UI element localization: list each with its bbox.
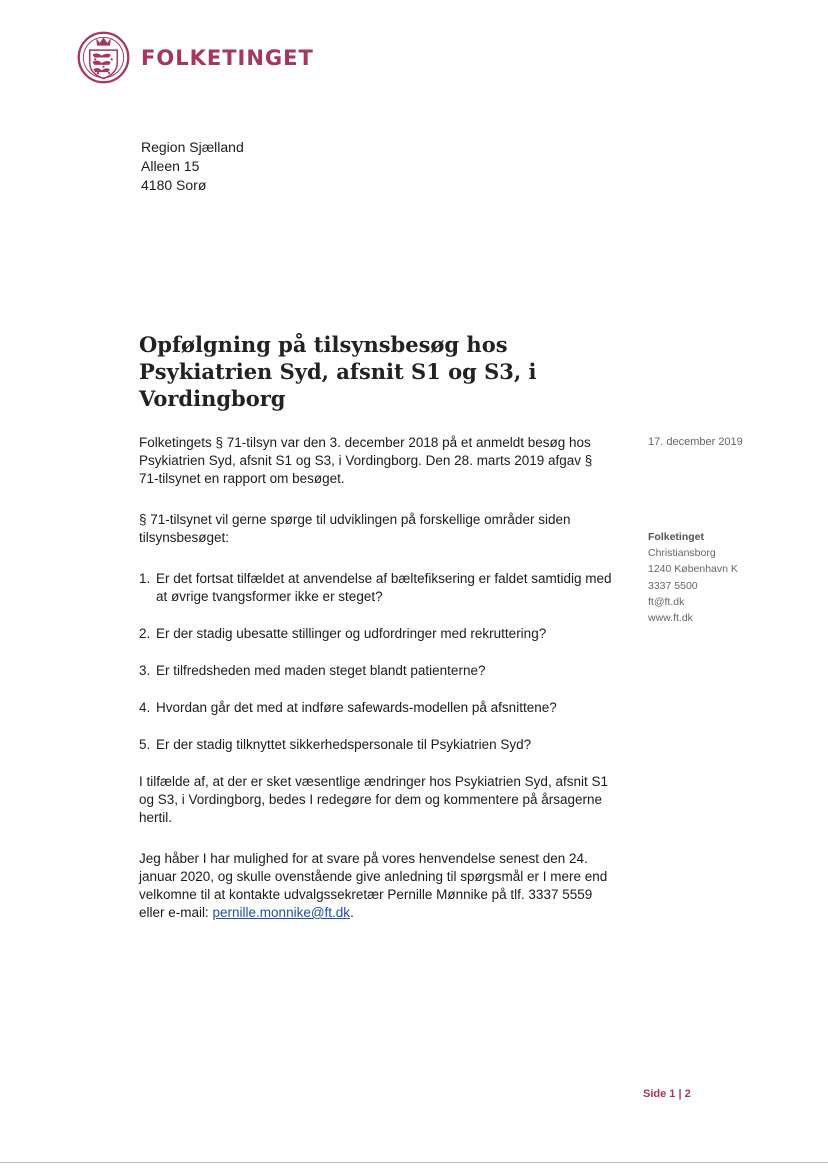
list-item-number: 2. [139,626,151,641]
list-item-text: Er det fortsat tilfældet at anvendelse af bæltefiksering er faldet samtidig med at øvrige tvangsformer ikke er steget? [156,571,612,604]
list-item-text: Er der stadig ubesatte stillinger og udfordringer med rekruttering? [156,626,547,641]
letter-title: Opfølgning på tilsynsbesøg hos Psykiatrien Syd, afsnit S1 og S3, i Vordingborg [139,332,537,411]
question-lead-paragraph: § 71-tilsynet vil gerne spørge til udviklingen på forskellige områder siden tilsynsbesøget: [139,512,571,545]
list-item-text: Er tilfredsheden med maden steget blandt patienterne? [156,663,486,678]
letter-body [139,434,614,922]
sender-info [648,529,738,626]
recipient-name: Region Sjælland [141,139,244,155]
changes-paragraph: I tilfælde af, at der er sket væsentlige ændringer hos Psykiatrien Syd, afsnit S1 og S3, i Vordingborg, bedes I redegøre for dem og kommentere på årsagerne hertil. [139,774,608,825]
danish-coat-of-arms-icon [76,30,131,85]
closing-paragraph [139,850,614,922]
sender-phone: 3337 5500 [648,579,698,592]
list-item-number: 1. [139,571,151,586]
closing-end: . [350,905,354,920]
list-item-number: 4. [139,700,151,715]
list-item-text: Hvordan går det med at indføre safewards-modellen på afsnittene? [156,700,557,715]
folketinget-logo [76,30,314,85]
sender-org: Folketinget [648,531,705,543]
recipient-address [141,138,244,195]
list-item-number: 5. [139,737,151,752]
intro-paragraph: Folketingets § 71-tilsyn var den 3. december 2018 på et anmeldt besøg hos Psykiatrien Syd, afsnit S1 og S3, i Vordingborg. Den 28. marts 2019 afgav § 71-tilsynet en rapport om besøget. [139,435,593,486]
recipient-street: Alleen 15 [141,158,200,174]
page-number: Side 1 | 2 [643,1088,691,1100]
list-item [139,662,614,680]
sender-address-line1: Christiansborg [648,547,716,560]
list-item-number: 3. [139,663,151,678]
list-item [139,570,614,606]
list-item [139,625,614,643]
list-item [139,736,614,754]
list-item-text: Er der stadig tilknyttet sikkerhedspersonale til Psykiatrien Syd? [156,737,532,752]
sender-email[interactable]: ft@ft.dk [648,595,685,608]
question-list [139,570,614,754]
sender-address-line2: 1240 København K [648,563,738,576]
logo-wordmark: FOLKETINGET [141,45,314,70]
page-bottom-divider [0,1162,828,1163]
email-link[interactable]: pernille.monnike@ft.dk [212,905,351,920]
sender-website[interactable]: www.ft.dk [648,612,693,625]
list-item [139,699,614,717]
recipient-city: 4180 Sorø [141,177,207,193]
letter-date: 17. december 2019 [648,436,743,448]
closing-text: Jeg håber I har mulighed for at svare på vores henvendelse senest den 24. januar 2020, og skulle ovenstående give anledning til spørgsmål er I mere end velkomne til at kontakte udvalgssekretær Pernille Mønnike på tlf. 3337 5559 eller e-mail: [139,851,608,920]
